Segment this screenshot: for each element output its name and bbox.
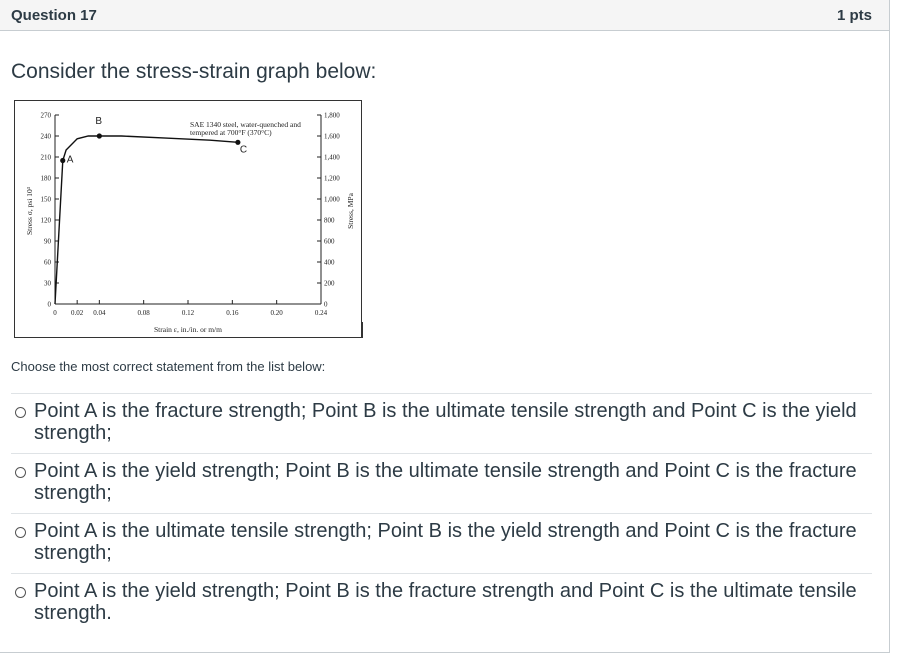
question-header (0, 0, 889, 31)
right-tick-label: 800 (324, 216, 335, 225)
right-tick-label: 1,000 (324, 195, 340, 204)
y-axis-label-left: Stress σ, psi 10³ (25, 187, 34, 235)
answer-option[interactable] (11, 513, 872, 573)
y-tick-label: 180 (40, 174, 51, 183)
stress-strain-figure (14, 100, 362, 338)
x-axis-label: Strain ε, in./in. or m/m (154, 325, 222, 334)
right-tick-label: 0 (324, 300, 328, 309)
point-b-marker (97, 133, 102, 138)
material-note-line2: tempered at 700°F (370°C) (190, 128, 272, 137)
y-tick-label: 270 (40, 111, 51, 120)
answer-text: Point A is the yield strength; Point B is the ultimate tensile strength and Point C is the fracture strength; (34, 460, 857, 504)
x-tick-label: 0 (53, 309, 57, 317)
right-tick-label: 1,600 (324, 132, 340, 141)
question-instructions: Choose the most correct statement from the list below: (11, 359, 326, 374)
question-points: 1 pts (836, 6, 872, 24)
answer-option[interactable] (11, 453, 872, 513)
right-tick-label: 400 (324, 258, 335, 267)
x-tick-label: 0.04 (93, 309, 106, 317)
answer-text: Point A is the ultimate tensile strength; Point B is the yield strength and Point C is the fracture strength; (34, 520, 857, 564)
y-tick-label: 30 (44, 279, 51, 288)
radio-button-icon[interactable] (15, 467, 26, 478)
y-tick-label: 150 (40, 195, 51, 204)
question-title: Question 17 (11, 6, 97, 24)
radio-button-icon[interactable] (15, 407, 26, 418)
right-tick-label: 1,200 (324, 174, 340, 183)
y-tick-label: 0 (47, 300, 51, 309)
x-tick-label: 0.20 (270, 309, 283, 317)
point-a-label: A (66, 154, 74, 166)
answer-text: Point A is the fracture strength; Point B is the ultimate tensile strength and Point C is the yield strength; (34, 400, 857, 444)
radio-button-icon[interactable] (15, 587, 26, 598)
x-tick-label: 0.24 (314, 309, 328, 317)
y-tick-label: 120 (40, 216, 51, 225)
material-note-line1: SAE 1340 steel, water-quenched and (190, 120, 301, 129)
right-tick-label: 600 (324, 237, 335, 246)
point-c-label: C (239, 144, 248, 156)
answer-option[interactable] (11, 573, 872, 633)
y-tick-label: 240 (40, 132, 51, 141)
figure-edge-mark (362, 322, 363, 338)
answer-list (11, 393, 872, 633)
right-tick-label: 200 (324, 279, 335, 288)
right-tick-label: 1,400 (324, 153, 340, 162)
y-tick-label: 60 (44, 258, 51, 267)
y-tick-label: 210 (40, 153, 51, 162)
answer-text: Point A is the yield strength; Point B is the fracture strength and Point C is the ultimate tensile strength. (34, 580, 857, 624)
right-tick-label: 1,800 (324, 111, 340, 120)
radio-button-icon[interactable] (15, 527, 26, 538)
x-tick-label: 0.12 (181, 309, 195, 317)
answer-option[interactable] (11, 393, 872, 453)
y-tick-label: 90 (44, 237, 51, 246)
x-tick-label: 0.16 (226, 309, 239, 317)
point-b-label: B (95, 116, 103, 127)
stress-strain-chart (15, 101, 361, 337)
point-a-marker (60, 158, 65, 163)
question-body (0, 60, 889, 84)
x-tick-label: 0.08 (137, 309, 150, 317)
x-tick-label: 0.02 (71, 309, 84, 317)
stress-strain-curve (55, 136, 238, 304)
y-axis-label-right: Stress, MPa (346, 193, 355, 229)
question-prompt: Consider the stress-strain graph below: (11, 60, 377, 83)
